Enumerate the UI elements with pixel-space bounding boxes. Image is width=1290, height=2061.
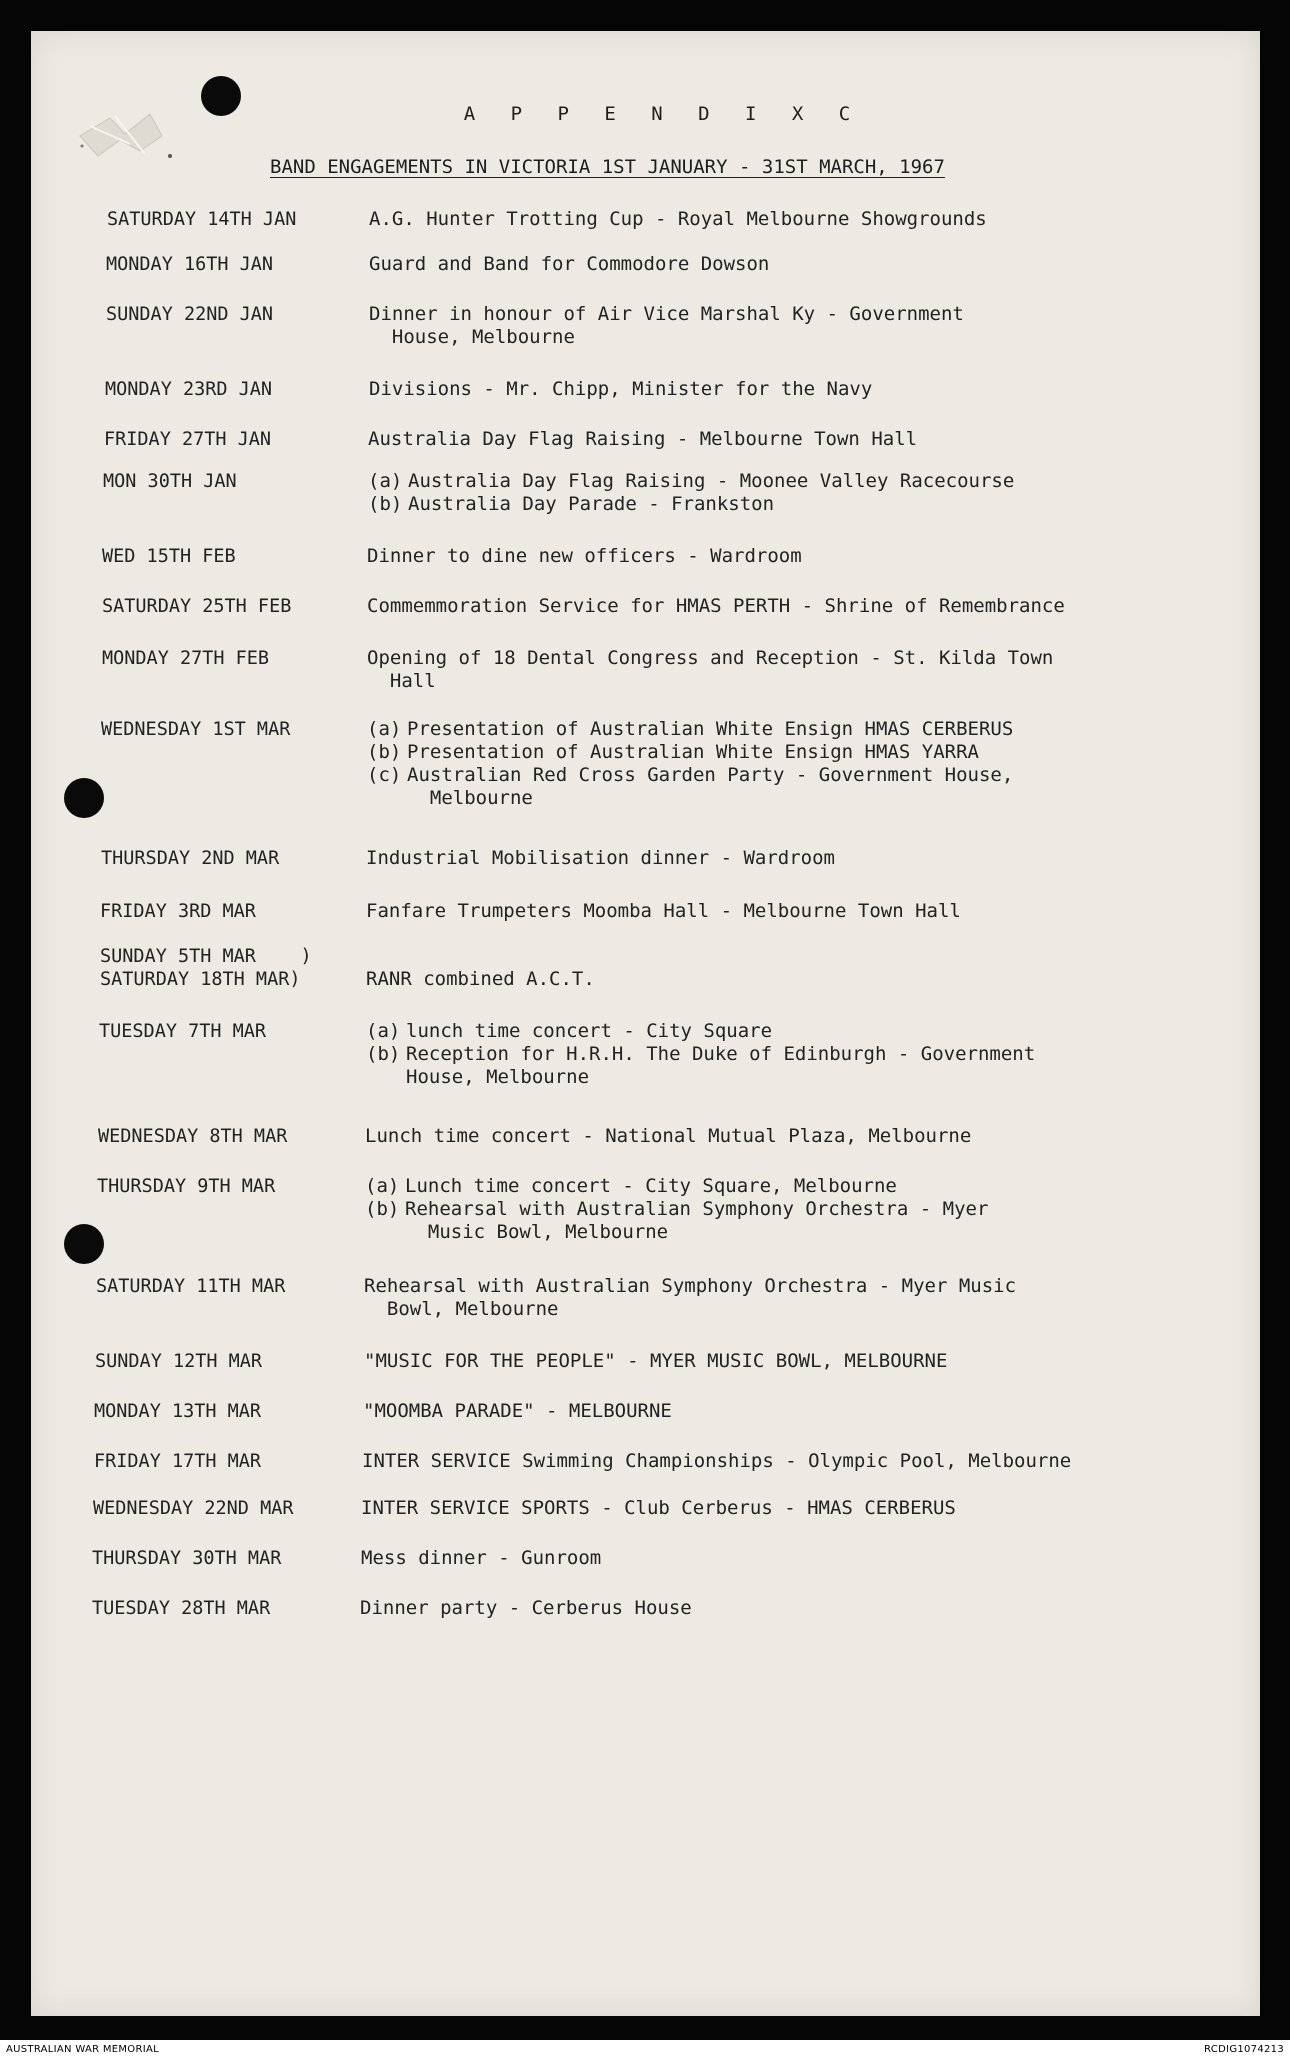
sub-item-text: Australian Red Cross Garden Party - Government House, <box>407 764 1014 786</box>
sub-item <box>366 1043 1035 1089</box>
engagement-date: MONDAY 13TH MAR <box>94 1401 262 1422</box>
appendix-title: A P P E N D I X C <box>463 103 863 125</box>
engagement-date: WEDNESDAY 1ST MAR <box>101 719 291 740</box>
description-line: Opening of 18 Dental Congress and Reception - St. Kilda Town <box>367 647 1054 669</box>
engagement-date: THURSDAY 9TH MAR <box>97 1176 276 1197</box>
sub-item-text: Presentation of Australian White Ensign HMAS YARRA <box>407 741 979 763</box>
sub-item-text: Australia Day Parade - Frankston <box>408 493 775 515</box>
sub-item-marker: (a) <box>365 1175 400 1197</box>
engagement-description <box>367 647 1053 693</box>
engagement-date: FRIDAY 27TH JAN <box>104 429 272 450</box>
engagement-description <box>364 1350 947 1373</box>
engagement-description <box>363 1400 672 1423</box>
description-line: A.G. Hunter Trotting Cup - Royal Melbourne Showgrounds <box>369 208 987 230</box>
engagement-description <box>365 1175 988 1244</box>
description-line: INTER SERVICE Swimming Championships - Olympic Pool, Melbourne <box>362 1450 1072 1472</box>
sub-item <box>367 718 1013 741</box>
description-line: House, Melbourne <box>369 326 575 348</box>
sub-item <box>368 470 1014 493</box>
description-line: Dinner in honour of Air Vice Marshal Ky - Government <box>369 303 964 325</box>
engagement-description <box>367 595 1065 618</box>
sub-item-text: lunch time concert - City Square <box>406 1020 773 1042</box>
engagement-date: SUNDAY 22ND JAN <box>106 304 274 325</box>
engagement-description <box>364 1275 1016 1321</box>
sub-item <box>367 764 1013 810</box>
engagement-description <box>366 945 595 991</box>
sub-item-text: Melbourne <box>407 787 533 809</box>
footer-source: AUSTRALIAN WAR MEMORIAL <box>6 2044 159 2055</box>
sub-item-text: House, Melbourne <box>406 1066 590 1088</box>
description-line: Fanfare Trumpeters Moomba Hall - Melbourne Town Hall <box>366 900 961 922</box>
sub-item-marker: (b) <box>367 741 402 763</box>
engagement-date: TUESDAY 7TH MAR <box>99 1021 267 1042</box>
description-line: Dinner to dine new officers - Wardroom <box>367 545 802 567</box>
engagement-date: MONDAY 23RD JAN <box>105 379 273 400</box>
engagement-description <box>366 900 961 923</box>
engagement-description <box>369 208 987 231</box>
engagement-date: WEDNESDAY 8TH MAR <box>98 1126 288 1147</box>
engagement-description <box>367 545 802 568</box>
description-line: Industrial Mobilisation dinner - Wardroom <box>366 847 835 869</box>
engagement-description <box>360 1597 692 1620</box>
description-line: RANR combined A.C.T. <box>366 968 595 990</box>
sub-item <box>366 1020 1035 1043</box>
engagement-date: MONDAY 16TH JAN <box>106 254 274 275</box>
description-line: Rehearsal with Australian Symphony Orchestra - Myer Music <box>364 1275 1017 1297</box>
description-line: "MUSIC FOR THE PEOPLE" - MYER MUSIC BOWL, MELBOURNE <box>364 1350 948 1372</box>
sub-item-marker: (b) <box>365 1198 400 1220</box>
description-line: INTER SERVICE SPORTS - Club Cerberus - HMAS CERBERUS <box>361 1497 956 1519</box>
engagement-description <box>361 1547 601 1570</box>
sub-item-marker: (a) <box>368 470 403 492</box>
engagement-date: MONDAY 27TH FEB <box>102 648 270 669</box>
sub-item-text: Lunch time concert - City Square, Melbourne <box>405 1175 897 1197</box>
description-line: Guard and Band for Commodore Dowson <box>369 253 770 275</box>
sub-item-marker: (b) <box>368 493 403 515</box>
sub-item-text: Music Bowl, Melbourne <box>405 1221 669 1243</box>
sub-item-marker: (a) <box>367 718 402 740</box>
engagement-description <box>368 428 917 451</box>
engagement-date: SATURDAY 11TH MAR <box>96 1276 286 1297</box>
document-heading: BAND ENGAGEMENTS IN VICTORIA 1ST JANUARY - 31ST MARCH, 1967 <box>270 156 945 178</box>
engagement-date: WED 15TH FEB <box>102 546 236 567</box>
engagement-description <box>366 847 835 870</box>
engagement-date: FRIDAY 3RD MAR <box>100 901 256 922</box>
engagement-description <box>366 1020 1035 1089</box>
engagement-date: SUNDAY 12TH MAR <box>95 1351 263 1372</box>
description-line: Hall <box>367 670 436 692</box>
engagement-description <box>361 1497 956 1520</box>
engagement-date: TUESDAY 28TH MAR <box>92 1598 271 1619</box>
engagement-date: MON 30TH JAN <box>103 471 237 492</box>
engagement-date: THURSDAY 2ND MAR <box>101 848 280 869</box>
description-line: Bowl, Melbourne <box>364 1298 559 1320</box>
sub-item-marker: (b) <box>366 1043 401 1065</box>
engagement-date: SATURDAY 25TH FEB <box>102 596 292 617</box>
description-line: Dinner party - Cerberus House <box>360 1597 692 1619</box>
engagement-date: THURSDAY 30TH MAR <box>92 1548 282 1569</box>
description-line <box>366 945 595 968</box>
engagement-description <box>367 718 1013 810</box>
engagement-description <box>362 1450 1071 1473</box>
description-line: "MOOMBA PARADE" - MELBOURNE <box>363 1400 672 1422</box>
sub-item-text: Presentation of Australian White Ensign HMAS CERBERUS <box>407 718 1014 740</box>
sub-item <box>365 1198 988 1244</box>
sub-item-text: Rehearsal with Australian Symphony Orchestra - Myer <box>405 1198 989 1220</box>
sub-item-text: Reception for H.R.H. The Duke of Edinburgh - Government <box>406 1043 1036 1065</box>
punch-hole-middle <box>64 778 104 818</box>
engagement-description <box>369 303 964 349</box>
engagement-description <box>368 470 1014 516</box>
engagement-description <box>369 253 769 276</box>
footer-id: RCDIG1074213 <box>1204 2044 1284 2055</box>
engagement-date: FRIDAY 17TH MAR <box>94 1451 262 1472</box>
description-line: Lunch time concert - National Mutual Plaza, Melbourne <box>365 1125 972 1147</box>
sub-item-marker: (c) <box>367 764 402 786</box>
engagement-date: WEDNESDAY 22ND MAR <box>93 1498 294 1519</box>
sub-item <box>367 741 1013 764</box>
punch-hole-lower <box>64 1224 104 1264</box>
engagement-description <box>369 378 872 401</box>
description-line: Australia Day Flag Raising - Melbourne Town Hall <box>368 428 918 450</box>
sub-item-text: Australia Day Flag Raising - Moonee Valley Racecourse <box>408 470 1015 492</box>
description-line: Commemmoration Service for HMAS PERTH - Shrine of Remembrance <box>367 595 1065 617</box>
sub-item-marker: (a) <box>366 1020 401 1042</box>
description-line: Divisions - Mr. Chipp, Minister for the Navy <box>369 378 873 400</box>
sub-item <box>365 1175 988 1198</box>
engagement-date: SUNDAY 5TH MAR ) SATURDAY 18TH MAR) <box>100 946 312 990</box>
description-line: Mess dinner - Gunroom <box>361 1547 602 1569</box>
engagement-description <box>365 1125 971 1148</box>
engagement-date: SATURDAY 14TH JAN <box>107 209 297 230</box>
sub-item <box>368 493 1014 516</box>
